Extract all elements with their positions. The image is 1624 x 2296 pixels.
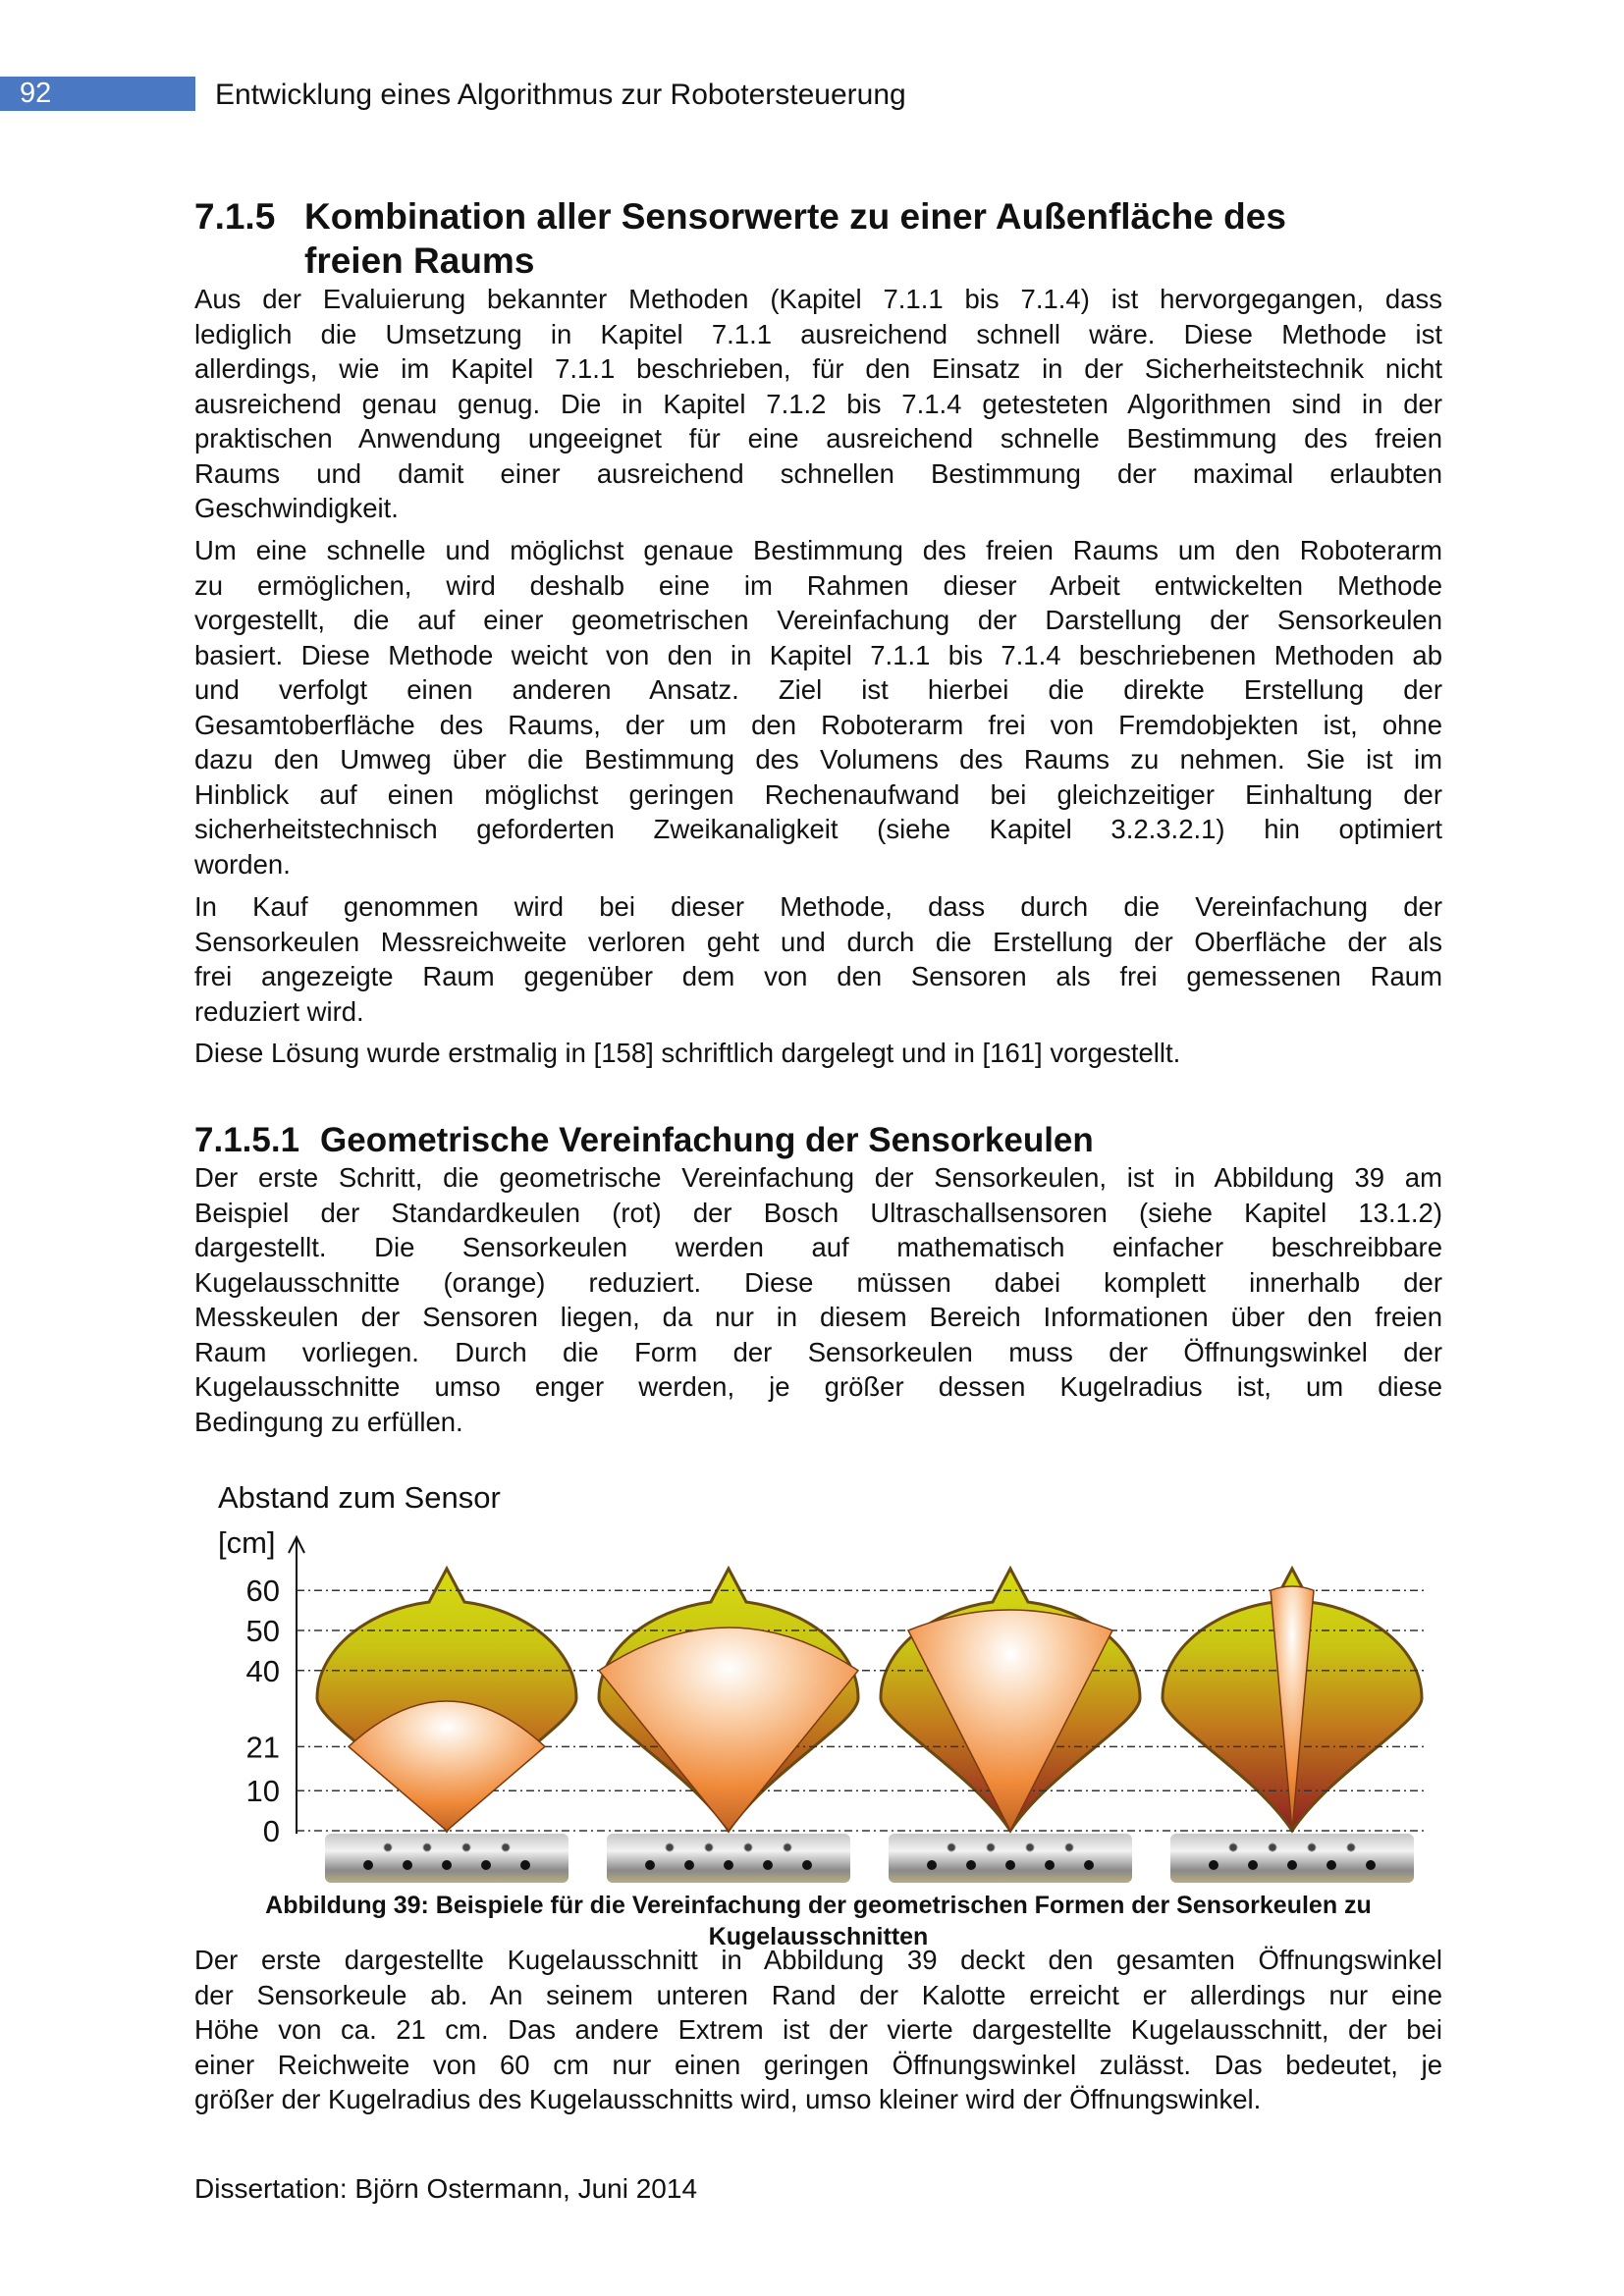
sensor-hole-icon (927, 1860, 937, 1870)
running-title: Entwicklung eines Algorithmus zur Robotersteuerung (215, 79, 906, 111)
sensor-hole-icon (645, 1860, 655, 1870)
sensor-hole-icon (705, 1843, 713, 1851)
sensor-hole-icon (1287, 1860, 1297, 1870)
text-line: zu ermöglichen, wird deshalb eine im Rahmen dieser Arbeit entwickelten Methode (194, 569, 1442, 601)
section-number: 7.1.5 (194, 196, 276, 237)
ultrasonic-sensor (325, 1834, 568, 1883)
text-line: Raums und damit einer ausreichend schnellen Bestimmung der maximal erlaubten (194, 457, 1442, 489)
sensor-hole-icon (947, 1843, 955, 1851)
sensor-hole-icon (1026, 1843, 1034, 1851)
text-line: Hinblick auf einen möglichst geringen Rechenaufwand bei gleichzeitiger Einhaltung der (194, 778, 1442, 810)
text-line: dargestellt. Die Sensorkeulen werden auf mathematisch einfacher beschreibbare (194, 1232, 1442, 1262)
y-tick-label: 21 (245, 1730, 280, 1765)
section-title-line1: Kombination aller Sensorwerte zu einer Außenfläche des (304, 196, 1286, 237)
text-line: vorgestellt, die auf einer geometrischen Vereinfachung der Darstellung der Sensorkeulen (194, 605, 1442, 635)
caption-line1: Abbildung 39: Beispiele für die Vereinfachung der geometrischen Formen der Sensorkeulen zu (265, 1892, 1372, 1919)
text-line: Geschwindigkeit. (194, 493, 399, 523)
text-line: der Sensorkeule ab. An seinem unteren Rand der Kalotte erreicht er allerdings nur eine (194, 1979, 1442, 2010)
sensor-hole-icon (1045, 1860, 1055, 1870)
footer: Dissertation: Björn Ostermann, Juni 2014 (194, 2173, 698, 2204)
y-tick-label: 40 (245, 1653, 280, 1688)
sensor-hole-icon (666, 1843, 674, 1851)
text-line: größer der Kugelradius des Kugelausschnitts wird, umso kleiner wird der Öffnungswinkel. (194, 2084, 1262, 2114)
text-line: ausreichend genau genug. Die in Kapitel 7.1.2 bis 7.1.4 getesteten Algorithmen sind in der (194, 388, 1442, 419)
sensor-hole-icon (1366, 1860, 1376, 1870)
page-number: 92 (0, 77, 195, 111)
y-tick-label: 0 (262, 1814, 280, 1848)
section-title-line2: freien Raums (304, 240, 535, 281)
sensor-hole-icon (1084, 1860, 1094, 1870)
sensor-hole-icon (363, 1860, 373, 1870)
sensor-hole-icon (1005, 1860, 1015, 1870)
text-line: Kugelausschnitte (orange) reduziert. Diese müssen dabei komplett innerhalb der (194, 1266, 1442, 1298)
sensor-hole-icon (1269, 1843, 1276, 1851)
sensor-hole-icon (763, 1860, 773, 1870)
subsection-title: Geometrische Vereinfachung der Sensorkeulen (320, 1121, 1094, 1159)
text-line: worden. (194, 848, 291, 880)
ultrasonic-sensor (889, 1834, 1132, 1883)
sensor-hole-icon (987, 1843, 995, 1851)
text-line: allerdings, wie im Kapitel 7.1.1 beschrieben, für den Einsatz in der Sicherheitstechnik nicht (194, 353, 1442, 384)
sensor-hole-icon (744, 1843, 752, 1851)
text-line: sicherheitstechnisch geforderten Zweikanaligkeit (siehe Kapitel 3.2.3.2.1) hin optimiert (194, 814, 1442, 844)
text-line: dazu den Umweg über die Bestimmung des Volumens des Raums zu nehmen. Sie ist im (194, 744, 1442, 774)
text-line: einer Reichweite von 60 cm nur einen geringen Öffnungswinkel zulässt. Das bedeutet, je (194, 2049, 1442, 2080)
sensor-hole-icon (403, 1860, 412, 1870)
paragraph (194, 1943, 1442, 2117)
text-line: basiert. Diese Methode weicht von den in Kapitel 7.1.1 bis 7.1.4 beschriebenen Methoden ab (194, 639, 1442, 670)
sensor-hole-icon (684, 1860, 694, 1870)
sensor-hole-icon (966, 1860, 976, 1870)
sensor-hole-icon (1209, 1860, 1218, 1870)
text-line: Sensorkeulen Messreichweite verloren geht und durch die Erstellung der Oberfläche der als (194, 926, 1442, 957)
text-line: In Kauf genommen wird bei dieser Methode, dass durch die Vereinfachung der (194, 891, 1442, 922)
text-line: frei angezeigte Raum gegenüber dem von den Sensoren als frei gemessenen Raum (194, 961, 1442, 991)
text-line: Um eine schnelle und möglichst genaue Bestimmung des freien Raums um den Roboterarm (194, 535, 1442, 565)
sensor-hole-icon (442, 1860, 452, 1870)
sensor-hole-icon (481, 1860, 491, 1870)
text-line: Beispiel der Standardkeulen (rot) der Bosch Ultraschallsensoren (siehe Kapitel 13.1.2) (194, 1197, 1442, 1228)
text-line: und verfolgt einen anderen Ansatz. Ziel ist hierbei die direkte Erstellung der (194, 674, 1442, 705)
sensor-hole-icon (423, 1843, 431, 1851)
text-line: Bedingung zu erfüllen. (194, 1406, 463, 1437)
text-line: reduziert wird. (194, 995, 364, 1027)
sensor-hole-icon (802, 1860, 812, 1870)
sensor-hole-icon (1347, 1843, 1355, 1851)
sensor-hole-icon (1248, 1860, 1258, 1870)
sensor-hole-icon (520, 1860, 530, 1870)
text-line: Messkeulen der Sensoren liegen, da nur in diesem Bereich Informationen über den freien (194, 1302, 1442, 1332)
text-line: Der erste Schritt, die geometrische Vereinfachung der Sensorkeulen, ist in Abbildung 39 am (194, 1162, 1442, 1193)
axis-unit: [cm] (218, 1525, 276, 1560)
sensor-hole-icon (502, 1843, 510, 1851)
text-line: Kugelausschnitte umso enger werden, je größer dessen Kugelradius ist, um diese (194, 1371, 1442, 1402)
ultrasonic-sensor (607, 1834, 850, 1883)
text-line: praktischen Anwendung ungeeignet für eine ausreichend schnelle Bestimmung des freien (194, 423, 1442, 454)
text-line: Diese Lösung wurde erstmalig in [158] schriftlich dargelegt und in [161] vorgestellt. (194, 1038, 1181, 1068)
text-line: Höhe von ca. 21 cm. Das andere Extrem ist der vierte dargestellte Kugelausschnitt, der bei (194, 2014, 1442, 2045)
sensor-hole-icon (1229, 1843, 1237, 1851)
y-tick-label: 50 (245, 1614, 280, 1648)
y-tick-label: 60 (245, 1574, 280, 1609)
text-line: Der erste dargestellte Kugelausschnitt in Abbildung 39 deckt den gesamten Öffnungswinkel (194, 1945, 1442, 1975)
ultrasonic-sensor (1170, 1834, 1414, 1883)
axis-label: Abstand zum Sensor (218, 1480, 501, 1515)
y-tick-label: 10 (245, 1774, 280, 1809)
text-line: Gesamtoberfläche des Raums, der um den Roboterarm frei von Fremdobjekten ist, ohne (194, 709, 1442, 740)
sensor-hole-icon (1326, 1860, 1336, 1870)
sensor-hole-icon (1308, 1843, 1316, 1851)
sensor-hole-icon (784, 1843, 791, 1851)
sensor-hole-icon (724, 1860, 733, 1870)
caption-line2: Kugelausschnitten (708, 1923, 929, 1950)
text-line: lediglich die Umsetzung in Kapitel 7.1.1 ausreichend schnell wäre. Diese Methode ist (194, 318, 1442, 349)
sensor-hole-icon (462, 1843, 470, 1851)
sensor-hole-icon (1065, 1843, 1073, 1851)
sensor-hole-icon (384, 1843, 392, 1851)
text-line: Aus der Evaluierung bekannter Methoden (Kapitel 7.1.1 bis 7.1.4) ist hervorgegangen, dass (194, 284, 1442, 314)
subsection-number: 7.1.5.1 (194, 1121, 300, 1159)
text-line: Raum vorliegen. Durch die Form der Sensorkeulen muss der Öffnungswinkel der (194, 1336, 1442, 1367)
